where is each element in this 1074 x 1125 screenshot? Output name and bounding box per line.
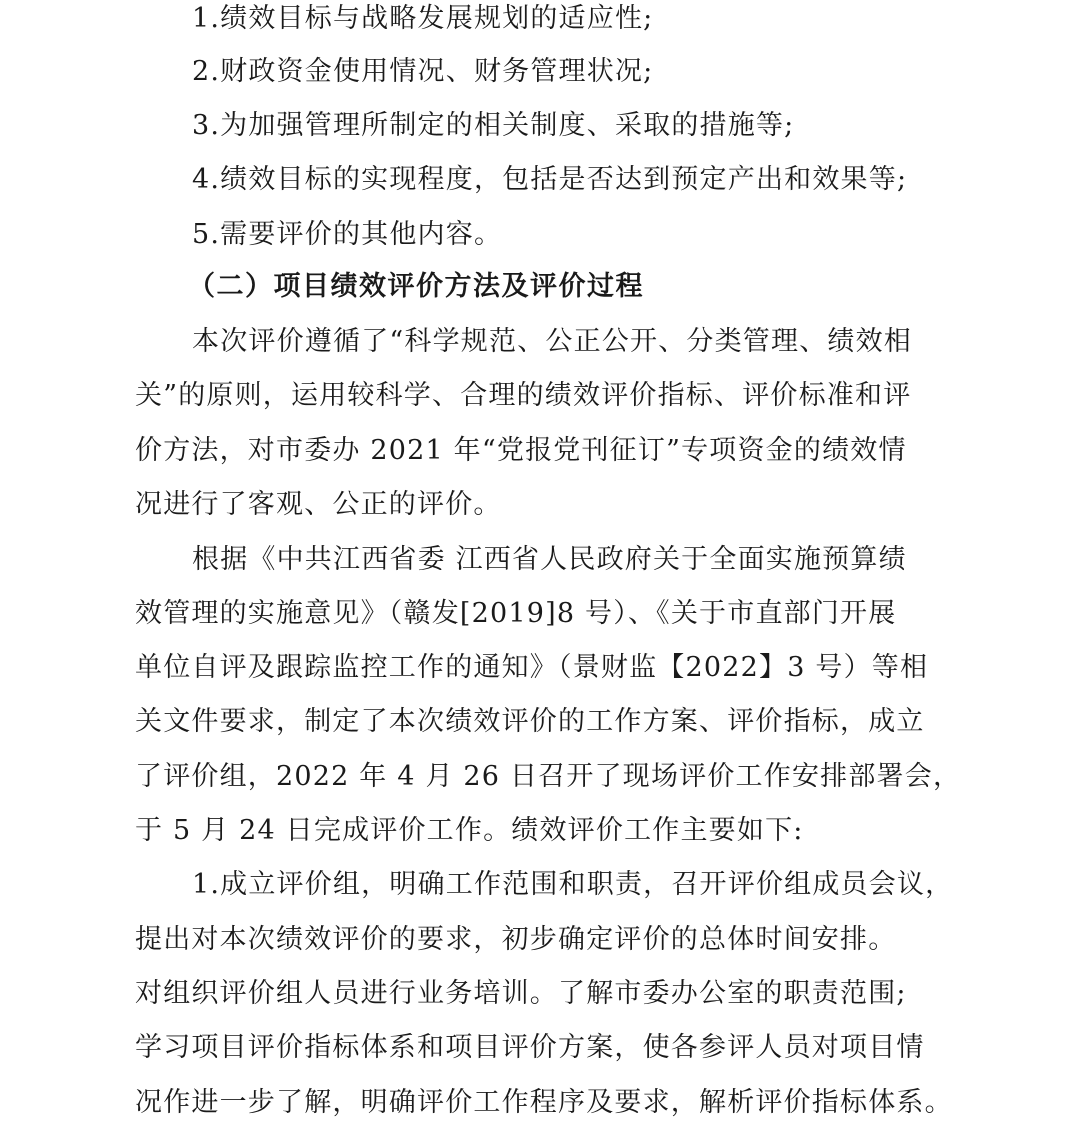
list-item-2: 2.财政资金使用情况、财务管理状况; — [192, 56, 654, 87]
list-item-5: 5.需要评价的其他内容。 — [192, 219, 503, 250]
paragraph2-line-5: 了评价组，2022 年 4 月 26 日召开了现场评价工作安排部署会， — [135, 761, 962, 792]
list-item-4: 4.绩效目标的实现程度，包括是否达到预定产出和效果等; — [192, 164, 908, 195]
list-item-1: 1.绩效目标与战略发展规划的适应性; — [192, 3, 654, 34]
paragraph3-line-3: 对组织评价组人员进行业务培训。了解市委办公室的职责范围; — [135, 978, 907, 1009]
paragraph2-line-3: 单位自评及跟踪监控工作的通知》（景财监【2022】3 号）等相 — [135, 652, 929, 683]
paragraph2-line-1: 根据《中共江西省委 江西省人民政府关于全面实施预算绩 — [192, 544, 907, 575]
paragraph1-line-2: 关”的原则，运用较科学、合理的绩效评价指标、评价标准和评 — [135, 380, 912, 411]
paragraph3-line-1: 1.成立评价组，明确工作范围和职责，召开评价组成员会议， — [192, 869, 954, 900]
list-item-3: 3.为加强管理所制定的相关制度、采取的措施等; — [192, 110, 795, 141]
paragraph3-line-5: 况作进一步了解，明确评价工作程序及要求，解析评价指标体系。 — [135, 1087, 953, 1118]
paragraph1-line-3: 价方法，对市委办 2021 年“党报党刊征订”专项资金的绩效情 — [135, 435, 907, 466]
paragraph3-line-2: 提出对本次绩效评价的要求，初步确定评价的总体时间安排。 — [135, 924, 897, 955]
paragraph2-line-6: 于 5 月 24 日完成评价工作。绩效评价工作主要如下: — [135, 815, 804, 846]
paragraph3-line-4: 学习项目评价指标体系和项目评价方案，使各参评人员对项目情 — [135, 1032, 925, 1063]
paragraph1-line-1: 本次评价遵循了“科学规范、公正公开、分类管理、绩效相 — [192, 326, 913, 357]
section-heading: （二）项目绩效评价方法及评价过程 — [188, 271, 644, 302]
paragraph2-line-2: 效管理的实施意见》（赣发[2019]8 号）、《关于市直部门开展 — [135, 598, 897, 629]
paragraph1-line-4: 况进行了客观、公正的评价。 — [135, 489, 502, 520]
paragraph2-line-4: 关文件要求，制定了本次绩效评价的工作方案、评价指标，成立 — [135, 706, 925, 737]
